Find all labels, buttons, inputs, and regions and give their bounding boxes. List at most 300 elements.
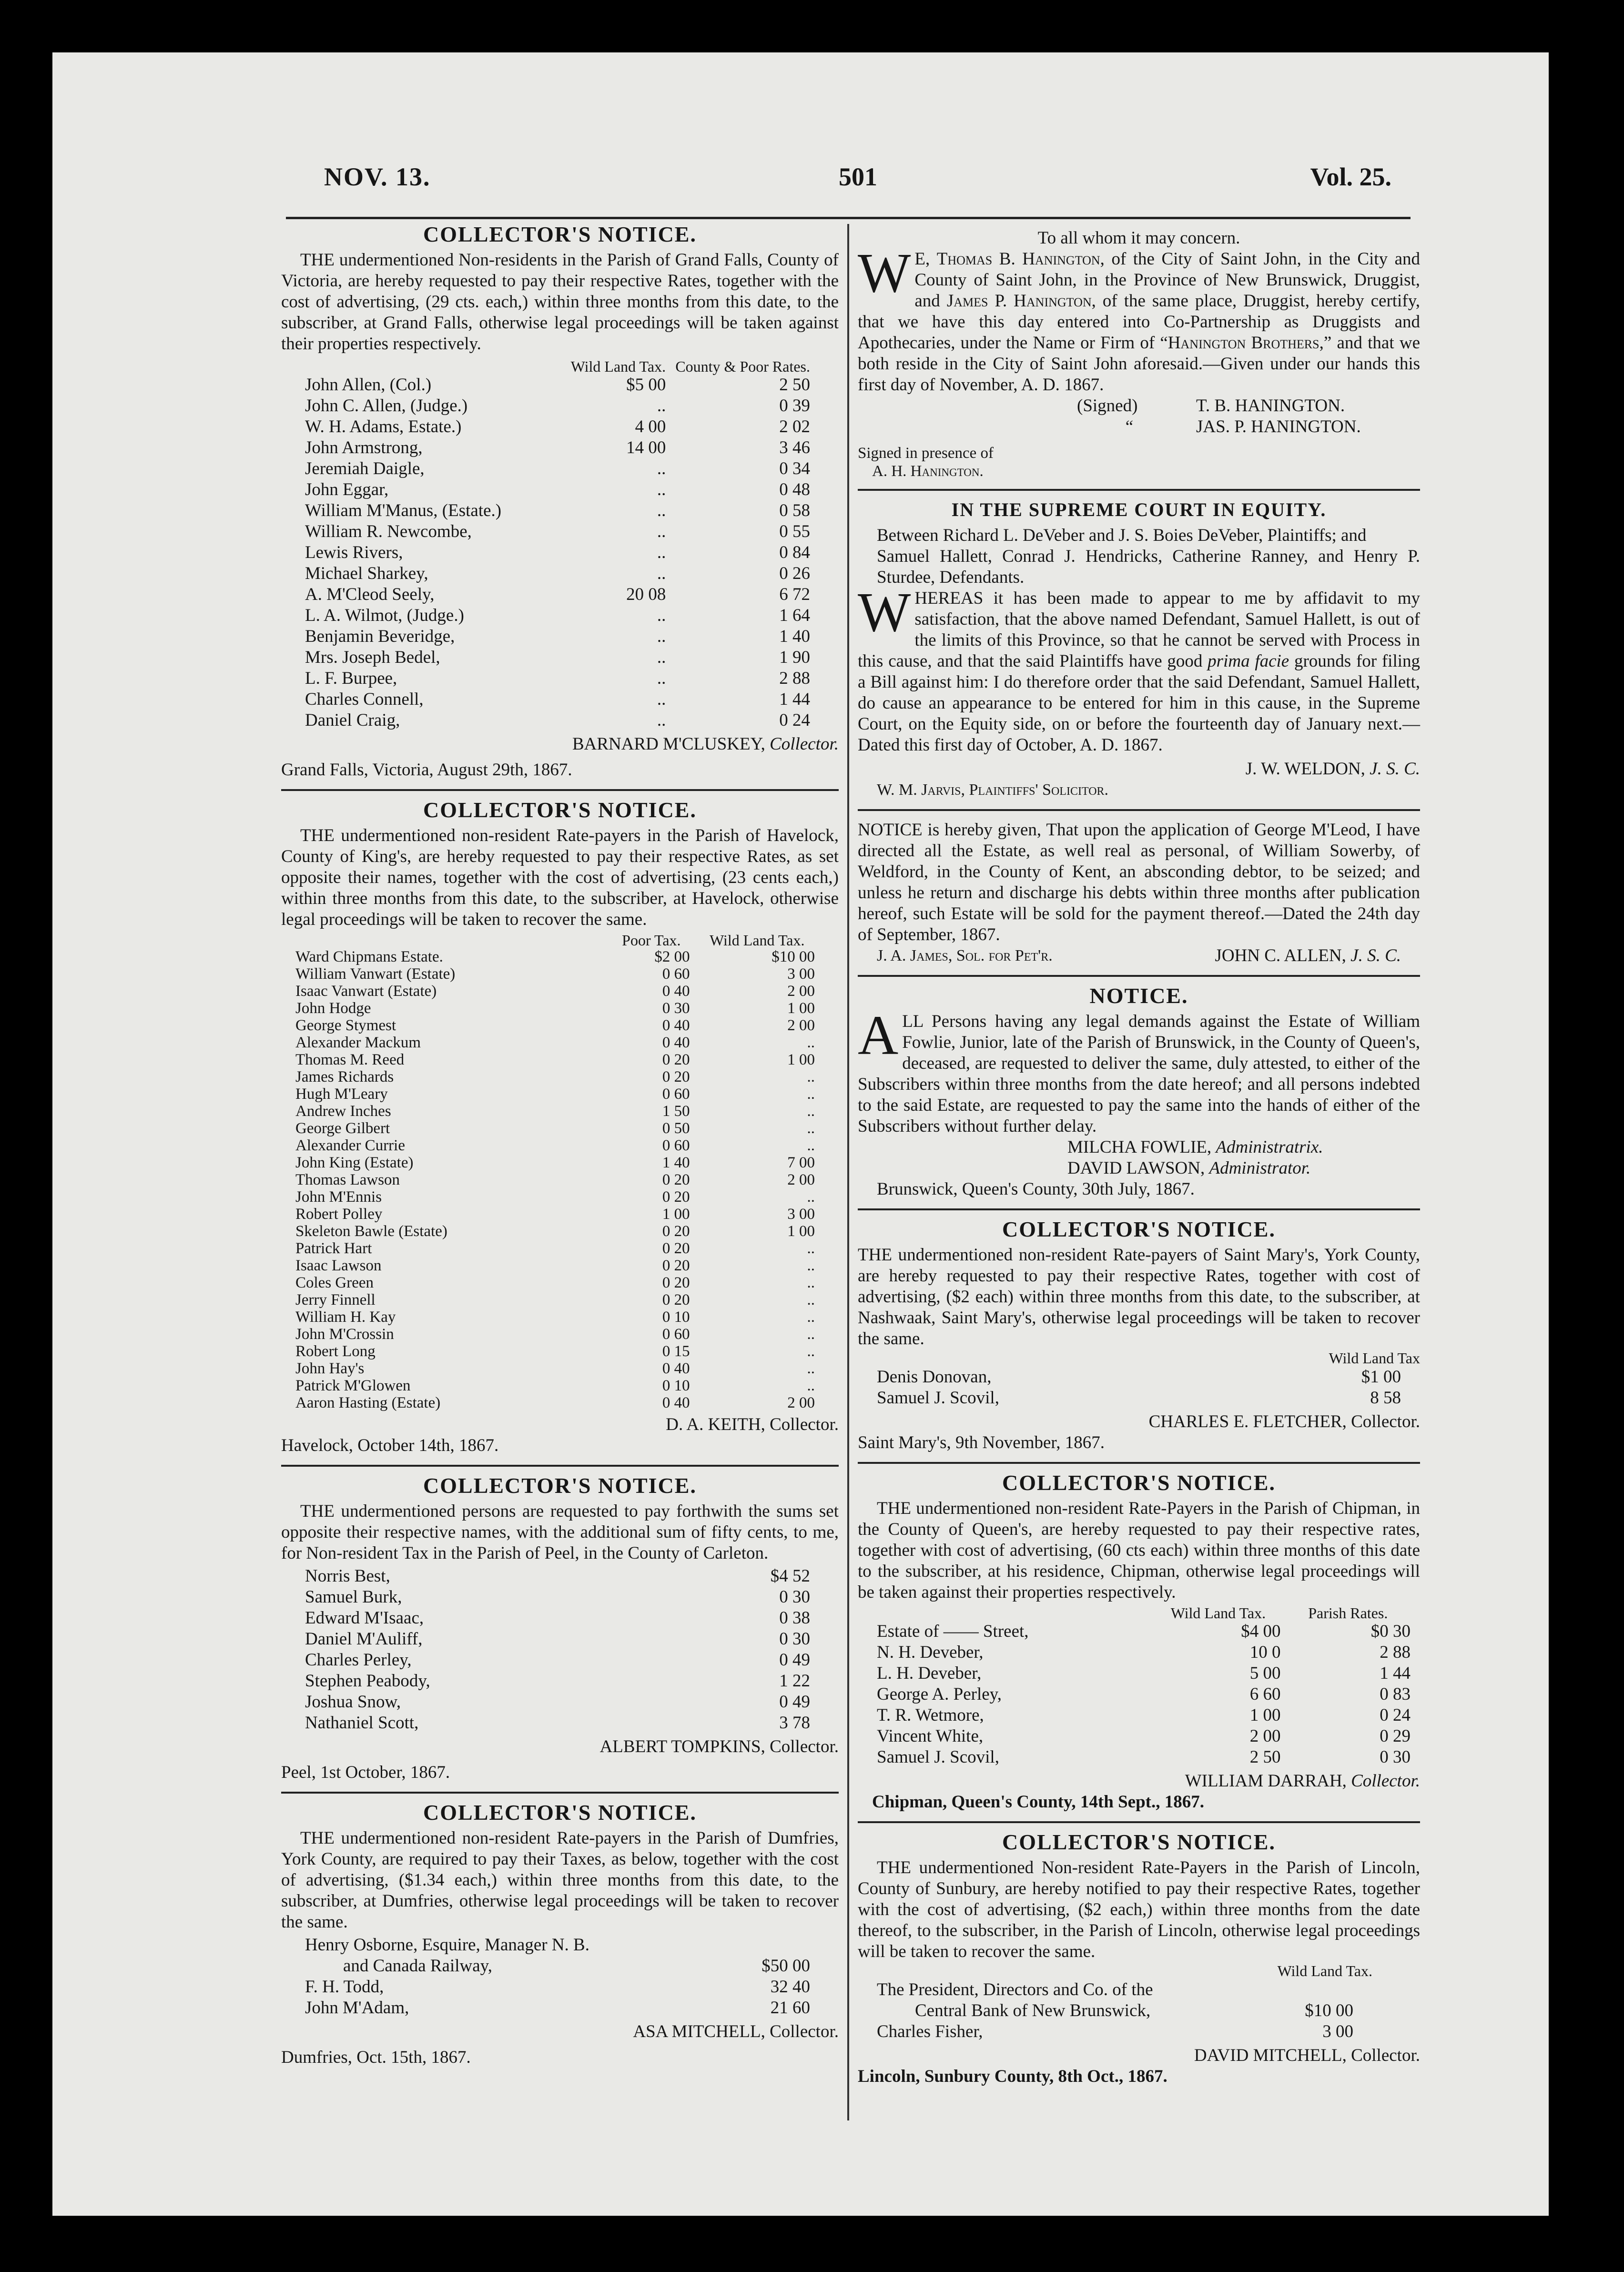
administrator-signatures: MILCHA FOWLIE, Administratrix. DAVID LAWSON, Administrator.: [1067, 1137, 1323, 1178]
payer-name: Robert Polley: [295, 1206, 383, 1223]
amount: 5 00: [1249, 1663, 1281, 1683]
table-row: [305, 1566, 810, 1587]
rates-table: [877, 1979, 1353, 2042]
separator-rule: [858, 1821, 1420, 1823]
table-row: [305, 500, 810, 521]
table-row: [295, 1051, 815, 1068]
amount: ..: [657, 564, 666, 583]
amount: 2 02: [779, 417, 810, 436]
table-row: [877, 1621, 1411, 1642]
table-row: [305, 668, 810, 689]
amount: ..: [657, 396, 666, 416]
notice-date: Lincoln, Sunbury County, 8th Oct., 1867.: [858, 2067, 1167, 2086]
amount: 0 20: [662, 1291, 690, 1308]
payer-name: F. H. Todd,: [305, 1977, 384, 1997]
amount: 1 00: [787, 1051, 815, 1068]
column-header: Wild Land Tax.: [710, 932, 805, 949]
table-row: [877, 1747, 1411, 1768]
signature: T. B. HANINGTON.: [1196, 396, 1345, 416]
table-row: [305, 1977, 810, 1998]
payer-name: Charles Perley,: [305, 1650, 412, 1670]
amount: 0 40: [662, 1394, 690, 1411]
amount: 0 24: [1380, 1705, 1411, 1725]
table-row: [295, 1000, 815, 1017]
column-header: Parish Rates.: [1308, 1604, 1388, 1622]
table-row: [295, 1326, 815, 1343]
signature-line: [858, 945, 1420, 966]
page-number: 501: [839, 162, 877, 191]
amount: ..: [657, 710, 666, 730]
notice-body: NOTICE is hereby given, That upon the application of George M'Leod, I have directed all the Estate, as well real as personal, of William Sowerby, of Weldford, in the County of Kent, an absconding debtor, to be seized; and unless he return and discharge his debts within three months after publication hereof, such Estate will be sold for the payment thereof.—Dated the 24th day of September, 1867.: [858, 820, 1420, 944]
amount: 1 44: [779, 690, 810, 709]
amount: 2 88: [1380, 1643, 1411, 1662]
amount: $0 30: [1370, 1622, 1411, 1641]
table-row: [305, 1650, 810, 1671]
amount: 32 40: [770, 1977, 810, 1997]
collector-signature: D. A. KEITH, Collector.: [666, 1415, 839, 1434]
amount: 0 49: [779, 1650, 810, 1670]
table-row: [295, 1017, 815, 1034]
table-row: [295, 965, 815, 983]
right-column: [858, 228, 1420, 2087]
table-row: [305, 458, 810, 479]
payer-name: and Canada Railway,: [343, 1956, 493, 1976]
payer-name: Estate of —— Street,: [877, 1622, 1029, 1641]
column-header: Wild Land Tax.: [1277, 1962, 1372, 1979]
amount: 1 00: [1249, 1705, 1281, 1725]
solicitor: J. A. James, Sol. for Pet'r.: [877, 947, 1053, 964]
column-header: Wild Land Tax.: [1170, 1604, 1266, 1622]
payer-name: John Allen, (Col.): [305, 375, 432, 395]
payer-name: L. F. Burpee,: [305, 669, 397, 688]
payer-name: Michael Sharkey,: [305, 564, 428, 583]
notice-chipman: [858, 1472, 1420, 1813]
notice-body: THE undermentioned Non-residents in the Parish of Grand Falls, County of Victoria, are hereby requested to pay their respective Rates, together with the cost of advertising, (29 cts. each,) within three months from this date, to the subscriber, at Grand Falls, otherwise legal proceedings will be taken against their properties respectively.: [281, 250, 839, 354]
notice-title: COLLECTOR'S NOTICE.: [423, 1473, 697, 1498]
notice-title: COLLECTOR'S NOTICE.: [423, 222, 697, 246]
amount: ..: [807, 1343, 815, 1360]
table-row: [877, 1684, 1411, 1705]
payer-name: L. A. Wilmot, (Judge.): [305, 606, 464, 625]
column-header: Wild Land Tax.: [570, 358, 666, 375]
amount: ..: [657, 648, 666, 667]
payer-name: John M'Ennis: [295, 1188, 382, 1206]
payer-name: Andrew Inches: [295, 1103, 391, 1120]
amount: ..: [657, 480, 666, 499]
amount: $10 00: [1305, 2001, 1353, 2020]
amount: 0 39: [779, 396, 810, 416]
payer-name: Thomas M. Reed: [295, 1051, 405, 1068]
amount: 0 34: [779, 459, 810, 478]
amount: 1 00: [662, 1206, 690, 1223]
amount: ..: [807, 1085, 815, 1103]
table-row: [305, 1935, 810, 1956]
solicitor: W. M. Jarvis, Plaintiffs' Solicitor.: [877, 781, 1109, 799]
amount: 0 60: [662, 1137, 690, 1154]
amount: $4 00: [1241, 1622, 1281, 1641]
notice-heading: To all whom it may concern.: [1037, 228, 1240, 248]
separator-rule: [281, 1792, 839, 1794]
amount: 0 20: [662, 1068, 690, 1085]
payer-name: John Hodge: [295, 1000, 371, 1017]
amount: ..: [657, 501, 666, 520]
payer-name: Hugh M'Leary: [295, 1085, 388, 1103]
notice-hanington: [858, 228, 1420, 480]
notice-body: THE undermentioned non-resident Rate-Payers in the Parish of Chipman, in the County of Queen's, are hereby requested to pay their respective rates, together with cost of advertising, (60 cts each) within three months of this date to the subscriber, at his residence, Chipman, otherwise legal proceedings will be taken against their properties respectively.: [858, 1499, 1420, 1602]
table-row: [305, 542, 810, 563]
amount: $10 00: [771, 948, 815, 965]
notice-title: COLLECTOR'S NOTICE.: [423, 798, 697, 822]
amount: 0 60: [662, 1085, 690, 1103]
payer-name: Patrick Hart: [295, 1240, 372, 1257]
parties: Samuel Hallett, Conrad J. Hendricks, Catherine Ranney, and Henry P. Sturdee, Defendants.: [877, 547, 1420, 587]
table-row: [295, 1343, 815, 1360]
table-row: [295, 1240, 815, 1257]
amount: 3 46: [779, 438, 810, 457]
payer-name: Mrs. Joseph Bedel,: [305, 648, 440, 667]
payer-name: Isaac Vanwart (Estate): [295, 983, 437, 1000]
notice-title: COLLECTOR'S NOTICE.: [1002, 1830, 1276, 1854]
amount: $1 00: [1361, 1367, 1401, 1387]
amount: 0 83: [1380, 1684, 1411, 1704]
collector-signature: WILLIAM DARRAH, Collector.: [1185, 1771, 1420, 1791]
amount: 0 58: [779, 501, 810, 520]
amount: ..: [807, 1120, 815, 1137]
amount: 0 38: [779, 1608, 810, 1628]
payer-name: Samuel J. Scovil,: [877, 1747, 999, 1767]
amount: 1 00: [787, 1000, 815, 1017]
payer-name: Samuel J. Scovil,: [877, 1388, 999, 1408]
payer-name: Skeleton Bawle (Estate): [295, 1223, 447, 1240]
amount: 0 50: [662, 1120, 690, 1137]
table-row: [295, 1274, 815, 1291]
payer-name: Edward M'Isaac,: [305, 1608, 424, 1628]
amount: $5 00: [626, 375, 666, 395]
amount: ..: [807, 1257, 815, 1274]
payer-name: Daniel M'Auliff,: [305, 1629, 423, 1649]
column-header: Poor Tax.: [622, 932, 681, 949]
payer-name: William H. Kay: [295, 1308, 396, 1326]
payer-name: Nathaniel Scott,: [305, 1713, 419, 1733]
table-row: [295, 1308, 815, 1326]
amount: [730, 1935, 810, 1956]
table-row: [295, 1085, 815, 1103]
collector-signature: BARNARD M'CLUSKEY, Collector.: [572, 734, 839, 754]
amount: ..: [807, 1068, 815, 1085]
amount: 0 40: [662, 1034, 690, 1051]
table-row: [295, 1171, 815, 1188]
table-row: [295, 1034, 815, 1051]
rates-table: [305, 358, 810, 731]
amount: ..: [807, 1240, 815, 1257]
rates-table: [877, 1605, 1411, 1768]
notice-date: Havelock, October 14th, 1867.: [281, 1436, 499, 1455]
notice-body: THE undermentioned Non-resident Rate-Payers in the Parish of Lincoln, County of Sunbury, are hereby notified to pay their respective Rates, together with the cost of advertising, ($2 each,) within three months from the date thereof, to the subscriber, in the Parish of Lincoln, otherwise legal proceedings will be taken to recover the same.: [858, 1858, 1420, 1961]
notice-dumfries: [281, 1802, 839, 2068]
column-divider: [847, 224, 849, 2120]
payer-name: The President, Directors and Co. of the: [877, 1980, 1153, 1999]
table-row: [305, 521, 810, 542]
amount: 0 30: [662, 1000, 690, 1017]
amount: 21 60: [770, 1998, 810, 2018]
table-row: [295, 1068, 815, 1085]
amount: ..: [807, 1137, 815, 1154]
table-row: [295, 1188, 815, 1206]
amount: ..: [657, 606, 666, 625]
table-row: [877, 1388, 1401, 1409]
payer-name: Benjamin Beveridge,: [305, 627, 455, 646]
rates-table: [305, 1935, 810, 2018]
table-row: [295, 1394, 815, 1411]
table-row: [295, 1120, 815, 1137]
judge-signature: J. W. WELDON, J. S. C.: [1245, 759, 1420, 779]
amount: 0 20: [662, 1223, 690, 1240]
notice-equity: [858, 499, 1420, 801]
table-row: [305, 1671, 810, 1692]
table-row: [295, 1360, 815, 1377]
payer-name: John Armstrong,: [305, 438, 423, 457]
payer-name: William Vanwart (Estate): [295, 965, 456, 983]
amount: 4 00: [635, 417, 666, 436]
payer-name: Stephen Peabody,: [305, 1671, 430, 1691]
table-row: [305, 584, 810, 605]
amount: 0 20: [662, 1171, 690, 1188]
table-row: [295, 1377, 815, 1394]
payer-name: John M'Adam,: [305, 1998, 409, 2018]
notice-title: COLLECTOR'S NOTICE.: [1002, 1217, 1276, 1241]
payer-name: Central Bank of New Brunswick,: [915, 2001, 1151, 2020]
amount: 20 08: [626, 585, 666, 604]
notice-havelock: [281, 800, 839, 1456]
amount: 0 40: [662, 983, 690, 1000]
amount: 0 10: [662, 1377, 690, 1394]
amount: ..: [807, 1360, 815, 1377]
payer-name: Thomas Lawson: [295, 1171, 400, 1188]
amount: $4 52: [770, 1566, 810, 1586]
amount: 0 30: [779, 1587, 810, 1607]
separator-rule: [858, 489, 1420, 491]
notice-title: COLLECTOR'S NOTICE.: [1002, 1471, 1276, 1495]
amount: [1284, 1979, 1353, 2000]
collector-signature: ASA MITCHELL, Collector.: [633, 2022, 839, 2041]
amount: $50 00: [761, 1956, 810, 1976]
notice-title: COLLECTOR'S NOTICE.: [423, 1800, 697, 1825]
table-row: [305, 689, 810, 710]
issue-date: NOV. 13.: [324, 162, 431, 191]
payer-name: Joshua Snow,: [305, 1692, 401, 1712]
notice-lincoln: [858, 1832, 1420, 2087]
payer-name: Vincent White,: [877, 1726, 984, 1746]
amount: 2 00: [787, 1394, 815, 1411]
table-row: [305, 416, 810, 437]
payer-name: Patrick M'Glowen: [295, 1377, 411, 1394]
table-row: [305, 1713, 810, 1734]
notice-body: THE undermentioned persons are requested to pay forthwith the sums set opposite their respective names, with the additional sum of fifty cents, to me, for Non-resident Tax in the Parish of Peel, in the County of Carleton.: [281, 1501, 839, 1563]
amount: 3 00: [1322, 2022, 1353, 2041]
payer-name: Aaron Hasting (Estate): [295, 1394, 441, 1411]
amount: 1 50: [662, 1103, 690, 1120]
payer-name: Jeremiah Daigle,: [305, 459, 425, 478]
payer-name: Jerry Finnell: [295, 1291, 376, 1308]
payer-name: Daniel Craig,: [305, 710, 400, 730]
payer-name: Henry Osborne, Esquire, Manager N. B.: [305, 1935, 589, 1955]
amount: 0 15: [662, 1343, 690, 1360]
amount: 0 29: [1380, 1726, 1411, 1746]
table-row: [877, 1663, 1411, 1684]
amount: 10 0: [1249, 1643, 1281, 1662]
volume-number: Vol. 25.: [1310, 162, 1391, 191]
column-header: Wild Land Tax: [1329, 1349, 1420, 1367]
payer-name: Alexander Mackum: [295, 1034, 421, 1051]
amount: 2 00: [787, 1171, 815, 1188]
parties: Between Richard L. DeVeber and J. S. Boies DeVeber, Plaintiffs; and: [877, 526, 1367, 545]
amount: 0 60: [662, 965, 690, 983]
amount: ..: [807, 1326, 815, 1343]
payer-name: Denis Donovan,: [877, 1367, 992, 1387]
left-column: [281, 224, 839, 2068]
amount: ..: [657, 669, 666, 688]
table-row: [305, 1956, 810, 1977]
amount: 0 48: [779, 480, 810, 499]
amount: ..: [807, 1188, 815, 1206]
rates-table: [305, 1566, 810, 1734]
notice-date: Brunswick, Queen's County, 30th July, 1867.: [877, 1179, 1195, 1199]
amount: ..: [807, 1274, 815, 1291]
payer-name: Charles Fisher,: [877, 2022, 983, 2041]
table-row: [877, 2000, 1353, 2021]
table-row: [305, 375, 810, 396]
notice-body: WHEREAS it has been made to appear to me by affidavit to my satisfaction, that the above named Defendant, Samuel Hallett, is out of the limits of this Province, so that he cannot be served with Process in this cause, and that the said Plaintiffs have good prima facie grounds for filing a Bill against him: I do therefore order that the said Defendant, Samuel Hallett, do cause an appearance to be entered for him in this cause, in the Supreme Court, on the Equity side, on or before the fourteenth day of January next.—Dated this first day of October, A. D. 1867.: [858, 581, 1421, 755]
payer-name: John Hay's: [295, 1360, 365, 1377]
notice-body: ALL Persons having any legal demands against the Estate of William Fowlie, Junior, late of the Parish of Brunswick, in the County of Queen's, deceased, are requested to deliver the same, duly attested, to either of the Subscribers within three months from the date hereof; and all persons indebted to the said Estate, are requested to pay the same into the hands of either of the Subscribers without further delay.: [858, 1004, 1420, 1136]
table-row: [305, 563, 810, 584]
collector-signature: ALBERT TOMPKINS, Collector.: [599, 1737, 839, 1756]
signature: JAS. P. HANINGTON.: [1196, 417, 1361, 436]
notice-grand-falls: [281, 224, 839, 781]
payer-name: Coles Green: [295, 1274, 374, 1291]
amount: ..: [807, 1103, 815, 1120]
notice-mcleod: [858, 820, 1420, 966]
payer-name: Charles Connell,: [305, 690, 424, 709]
table-row: [305, 479, 810, 500]
amount: 0 60: [662, 1326, 690, 1343]
payer-name: Robert Long: [295, 1343, 376, 1360]
collector-signature: DAVID MITCHELL, Collector.: [1194, 2046, 1420, 2065]
payer-name: Norris Best,: [305, 1566, 390, 1586]
drop-cap: W: [858, 581, 911, 643]
amount: 1 64: [779, 606, 810, 625]
amount: 0 40: [662, 1017, 690, 1034]
payer-name: W. H. Adams, Estate.): [305, 417, 462, 436]
notice-body: W E, Thomas B. Hanington, of the City of Saint John, in the City and County of Saint John, in the Province of New Brunswick, Druggist, and James P. Hanington, of the same place, Druggist, hereby certify, that we have this day entered into Co-Partnership as Druggists and Apothecaries, under the Name or Firm of “Hanington Brothers,” and that we both reside in the City of Saint John aforesaid.—Given under our hands this first day of November, A. D. 1867.: [858, 242, 1421, 395]
amount: 0 26: [779, 564, 810, 583]
column-header: County & Poor Rates.: [675, 358, 810, 375]
separator-rule: [281, 1465, 839, 1467]
amount: 0 55: [779, 522, 810, 541]
payer-name: Alexander Currie: [295, 1137, 405, 1154]
notice-title: NOTICE.: [1089, 984, 1188, 1008]
table-row: [295, 1257, 815, 1274]
amount: 14 00: [626, 438, 666, 457]
witness: Signed in presence of A. H. Hanington.: [858, 445, 994, 480]
notice-body: THE undermentioned non-resident Rate-payers of Saint Mary's, York County, are hereby requested to pay their respective Rates, together with cost of advertising, ($2 each) within three months from this date, to the subscriber, at Nashwaak, Saint Mary's, otherwise legal proceedings will be taken to recover the same.: [858, 1245, 1420, 1349]
notice-date: Dumfries, Oct. 15th, 1867.: [281, 2048, 471, 2067]
amount: ..: [657, 543, 666, 562]
table-row: [305, 1608, 810, 1629]
amount: $2 00: [654, 948, 690, 965]
payer-name: Lewis Rivers,: [305, 543, 403, 562]
notice-saint-marys: [858, 1219, 1420, 1453]
table-row: [305, 1629, 810, 1650]
signatures: (Signed) T. B. HANINGTON. “ JAS. P. HANINGTON.: [1077, 396, 1361, 436]
amount: 0 30: [779, 1629, 810, 1649]
collector-signature: CHARLES E. FLETCHER, Collector.: [1148, 1412, 1420, 1431]
notice-body: THE undermentioned non-resident Rate-payers in the Parish of Havelock, County of King's, are hereby requested to pay their respective Rates, as set opposite their names, together with the cost of advertising, (23 cents each,) within three months from this date, to the subscriber, at Havelock, otherwise legal proceedings will be taken to recover the same.: [281, 826, 839, 929]
payer-name: James Richards: [295, 1068, 394, 1085]
amount: 0 20: [662, 1188, 690, 1206]
amount: 3 00: [787, 1206, 815, 1223]
separator-rule: [281, 789, 839, 791]
amount: 0 10: [662, 1308, 690, 1326]
drop-cap: W: [858, 242, 911, 304]
amount: 8 58: [1370, 1388, 1401, 1408]
amount: 2 50: [779, 375, 810, 395]
amount: 0 40: [662, 1360, 690, 1377]
drop-cap: A: [858, 1004, 899, 1066]
notice-title: IN THE SUPREME COURT IN EQUITY.: [951, 499, 1327, 520]
amount: 0 84: [779, 543, 810, 562]
amount: 0 20: [662, 1240, 690, 1257]
amount: 1 90: [779, 648, 810, 667]
amount: ..: [657, 690, 666, 709]
amount: 0 20: [662, 1051, 690, 1068]
payer-name: Samuel Burk,: [305, 1587, 402, 1607]
payer-name: A. M'Cleod Seely,: [305, 585, 435, 604]
notice-date: Chipman, Queen's County, 14th Sept., 1867.: [872, 1792, 1204, 1812]
page-header: [324, 162, 1391, 205]
amount: 0 49: [779, 1692, 810, 1712]
amount: ..: [657, 522, 666, 541]
payer-name: John M'Crossin: [295, 1326, 394, 1343]
notice-date: Peel, 1st October, 1867.: [281, 1763, 450, 1782]
amount: ..: [807, 1291, 815, 1308]
table-row: [295, 948, 815, 965]
amount: ..: [807, 1377, 815, 1394]
table-row: [295, 1291, 815, 1308]
table-row: [305, 605, 810, 626]
table-row: [877, 1642, 1411, 1663]
payer-name: William M'Manus, (Estate.): [305, 501, 502, 520]
header-rule: [286, 217, 1411, 219]
table-row: [305, 626, 810, 647]
table-row: [305, 647, 810, 668]
table-row: [305, 1587, 810, 1608]
table-row: [295, 1206, 815, 1223]
table-row: [877, 1726, 1411, 1747]
separator-rule: [858, 975, 1420, 977]
notice-peel: [281, 1475, 839, 1783]
payer-name: Isaac Lawson: [295, 1257, 382, 1274]
amount: 2 00: [787, 983, 815, 1000]
amount: 2 88: [779, 669, 810, 688]
amount: 0 20: [662, 1257, 690, 1274]
table-row: [295, 1223, 815, 1240]
table-row: [295, 1154, 815, 1171]
amount: ..: [807, 1034, 815, 1051]
amount: ..: [657, 459, 666, 478]
table-row: [295, 1103, 815, 1120]
payer-name: George Gilbert: [295, 1120, 390, 1137]
